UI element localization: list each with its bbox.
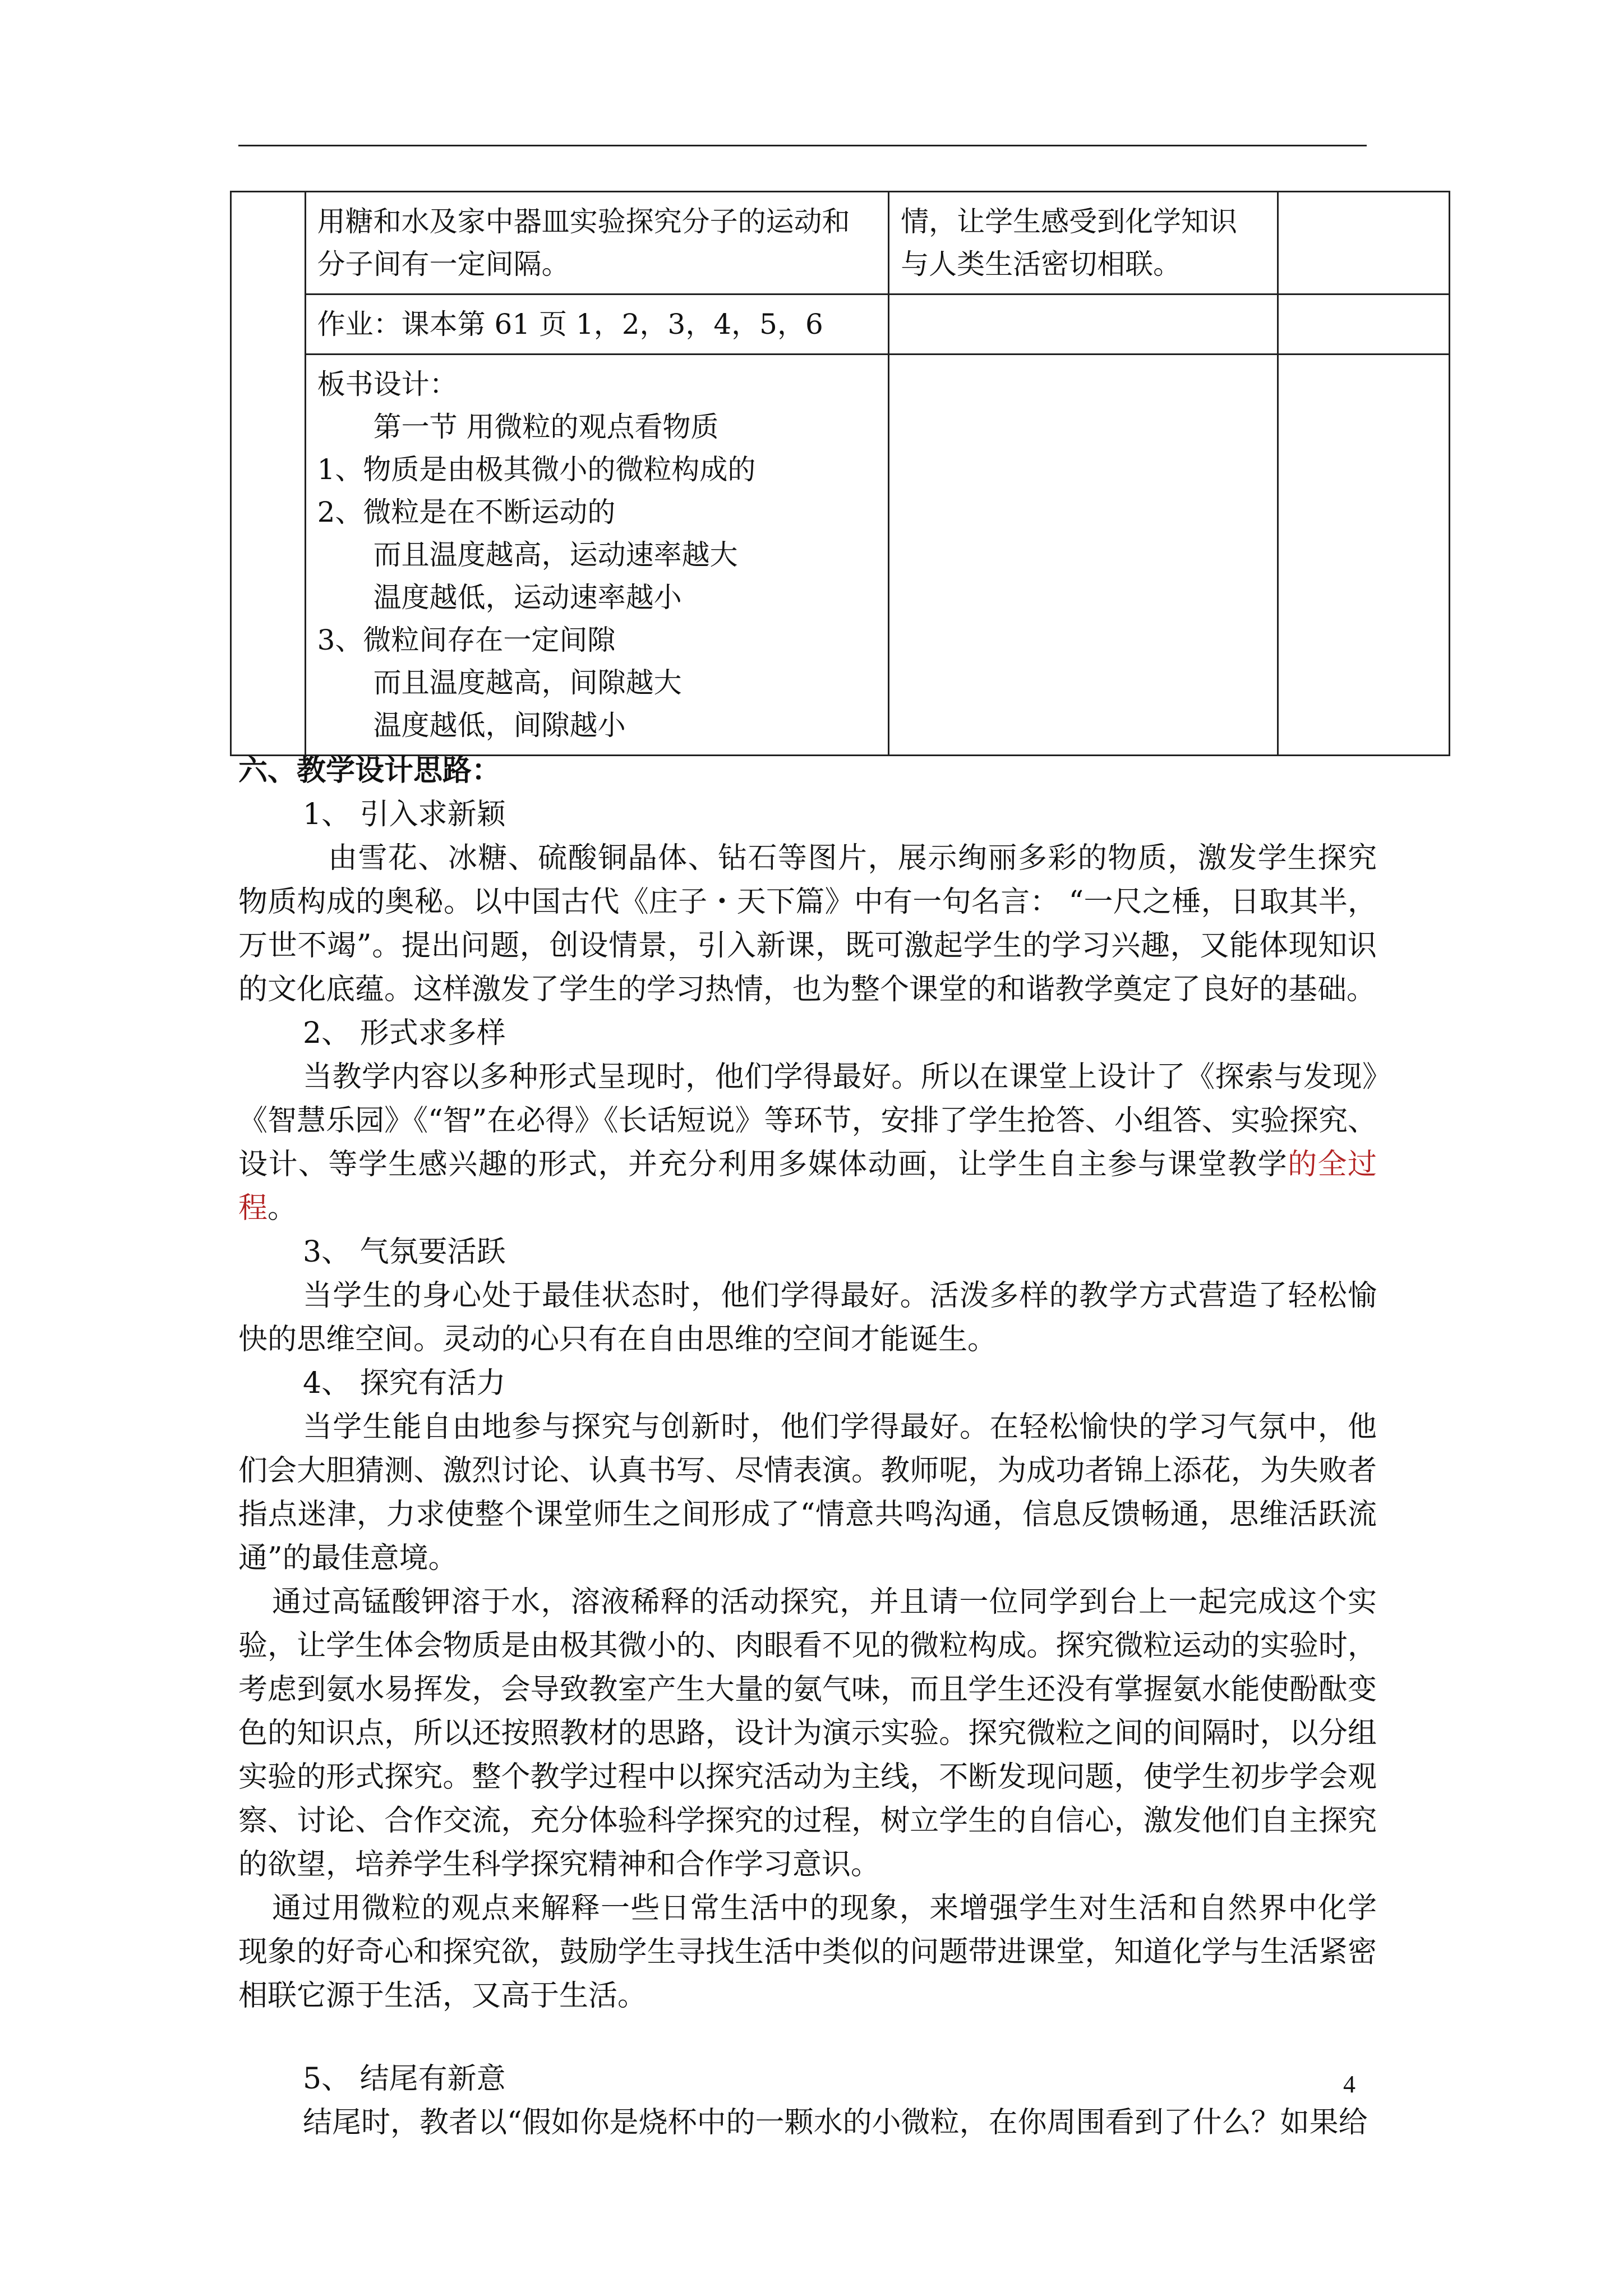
blackboard-design-cell [305, 355, 889, 756]
blackboard-item: 1、物质是由极其微小的微粒构成的 [317, 453, 756, 486]
subsection-title: 1、 引入求新颖 [303, 798, 506, 831]
table-text: 情，让学生感受到化学知识 [901, 205, 1238, 238]
paragraph: 通过用微粒的观点来解释一些日常生活中的现象，来增强学生对生活和自然界中化学现象的好奇心和探究欲，鼓励学生寻找生活中类似的问题带进课堂，知道化学与生活紧密相联它源于生活，又高于生活。 [238, 1892, 1377, 2013]
subsection-title: 3、 气氛要活跃 [303, 1235, 506, 1269]
table-cell-empty [1278, 295, 1449, 355]
table-text: 用糖和水及家中器皿实验探究分子的运动和 [317, 205, 850, 238]
blackboard-item: 而且温度越高，运动速率越大 [373, 539, 738, 571]
paragraph-text: 当教学内容以多种形式呈现时，他们学得最好。所以在课堂上设计了《探索与发现》《智慧乐园》《“智”在必得》《长话短说》等环节，安排了学生抢答、小组答、实验探究、设计、等学生感兴趣的形式，并充分利用多媒体动画，让学生自主参与课堂教学 [238, 1060, 1377, 1181]
paragraph: 通过高锰酸钾溶于水，溶液稀释的活动探究，并且请一位同学到台上一起完成这个实验，让学生体会物质是由极其微小的、肉眼看不见的微粒构成。探究微粒运动的实验时，考虑到氨水易挥发，会导致教室产生大量的氨气味，而且学生还没有掌握氨水能使酚酞变色的知识点，所以还按照教材的思路，设计为演示实验。探究微粒之间的间隔时，以分组实验的形式探究。整个教学过程中以探究活动为主线，不断发现问题，使学生初步学会观察、讨论、合作交流，充分体验科学探究的过程，树立学生的自信心，激发他们自主探究的欲望，培养学生科学探究精神和合作学习意识。 [238, 1585, 1377, 1881]
blackboard-item: 而且温度越高，间隙越大 [373, 666, 682, 699]
table-cell-empty [1278, 355, 1449, 756]
header-rule [238, 145, 1367, 146]
page-number: 4 [1343, 2070, 1355, 2098]
table-row [231, 355, 1450, 756]
blackboard-item: 温度越低，间隙越小 [373, 709, 626, 742]
blackboard-heading: 板书设计： [317, 368, 458, 401]
paragraph: 当学生的身心处于最佳状态时，他们学得最好。活泼多样的教学方式营造了轻松愉快的思维空间。灵动的心只有在自由思维的空间才能诞生。 [238, 1279, 1377, 1356]
paragraph: 结尾时，教者以“假如你是烧杯中的一颗水的小微粒，在你周围看到了什么？如果给 [303, 2106, 1368, 2139]
lesson-plan-table [230, 191, 1450, 756]
teaching-design-section [238, 749, 1377, 2145]
table-cell-empty [889, 295, 1278, 355]
highlighted-text: 的全过程 [238, 1148, 1377, 1225]
subsection-title: 2、 形式求多样 [303, 1016, 506, 1050]
table-cell-empty [889, 355, 1278, 756]
blackboard-item: 3、微粒间存在一定间隙 [317, 624, 616, 656]
paragraph: 当学生能自由地参与探究与创新时，他们学得最好。在轻松愉快的学习气氛中，他们会大胆猜测、激烈讨论、认真书写、尽情表演。教师呢，为成功者锦上添花，为失败者指点迷津，力求使整个课堂师生之间形成了“情意共鸣沟通，信息反馈畅通，思维活跃流通”的最佳意境。 [238, 1410, 1377, 1575]
table-cell [305, 295, 889, 355]
table-cell-empty [231, 192, 306, 756]
paragraph [238, 1055, 1377, 1230]
paragraph-text: 。 [268, 1191, 297, 1225]
subsection-title: 5、 结尾有新意 [303, 2062, 506, 2096]
paragraph: 由雪花、冰糖、硫酸铜晶体、钻石等图片，展示绚丽多彩的物质，激发学生探究物质构成的奥秘。以中国古代《庄子・天下篇》中有一句名言： “一尺之棰，日取其半，万世不竭”。提出问题，创设情景，引入新课，既可激起学生的学习兴趣，又能体现知识的文化底蕴。这样激发了学生的学习热情，也为整个课堂的和谐教学奠定了良好的基础。 [238, 841, 1377, 1006]
blackboard-item: 2、微粒是在不断运动的 [317, 496, 616, 528]
table-row [231, 192, 1450, 295]
table-text: 分子间有一定间隔。 [317, 248, 570, 280]
homework-text: 作业：课本第 61 页 1，2，3，4，5，6 [317, 308, 823, 341]
blackboard-title: 第一节 用微粒的观点看物质 [373, 411, 719, 443]
subsection-title: 4、 探究有活力 [303, 1366, 506, 1400]
table-text: 与人类生活密切相联。 [901, 248, 1182, 280]
table-cell [305, 192, 889, 295]
table-cell-empty [1278, 192, 1449, 295]
table-cell [889, 192, 1278, 295]
blackboard-item: 温度越低，运动速率越小 [373, 581, 682, 614]
section-title: 六、教学设计思路： [238, 753, 501, 788]
table-row [231, 295, 1450, 355]
